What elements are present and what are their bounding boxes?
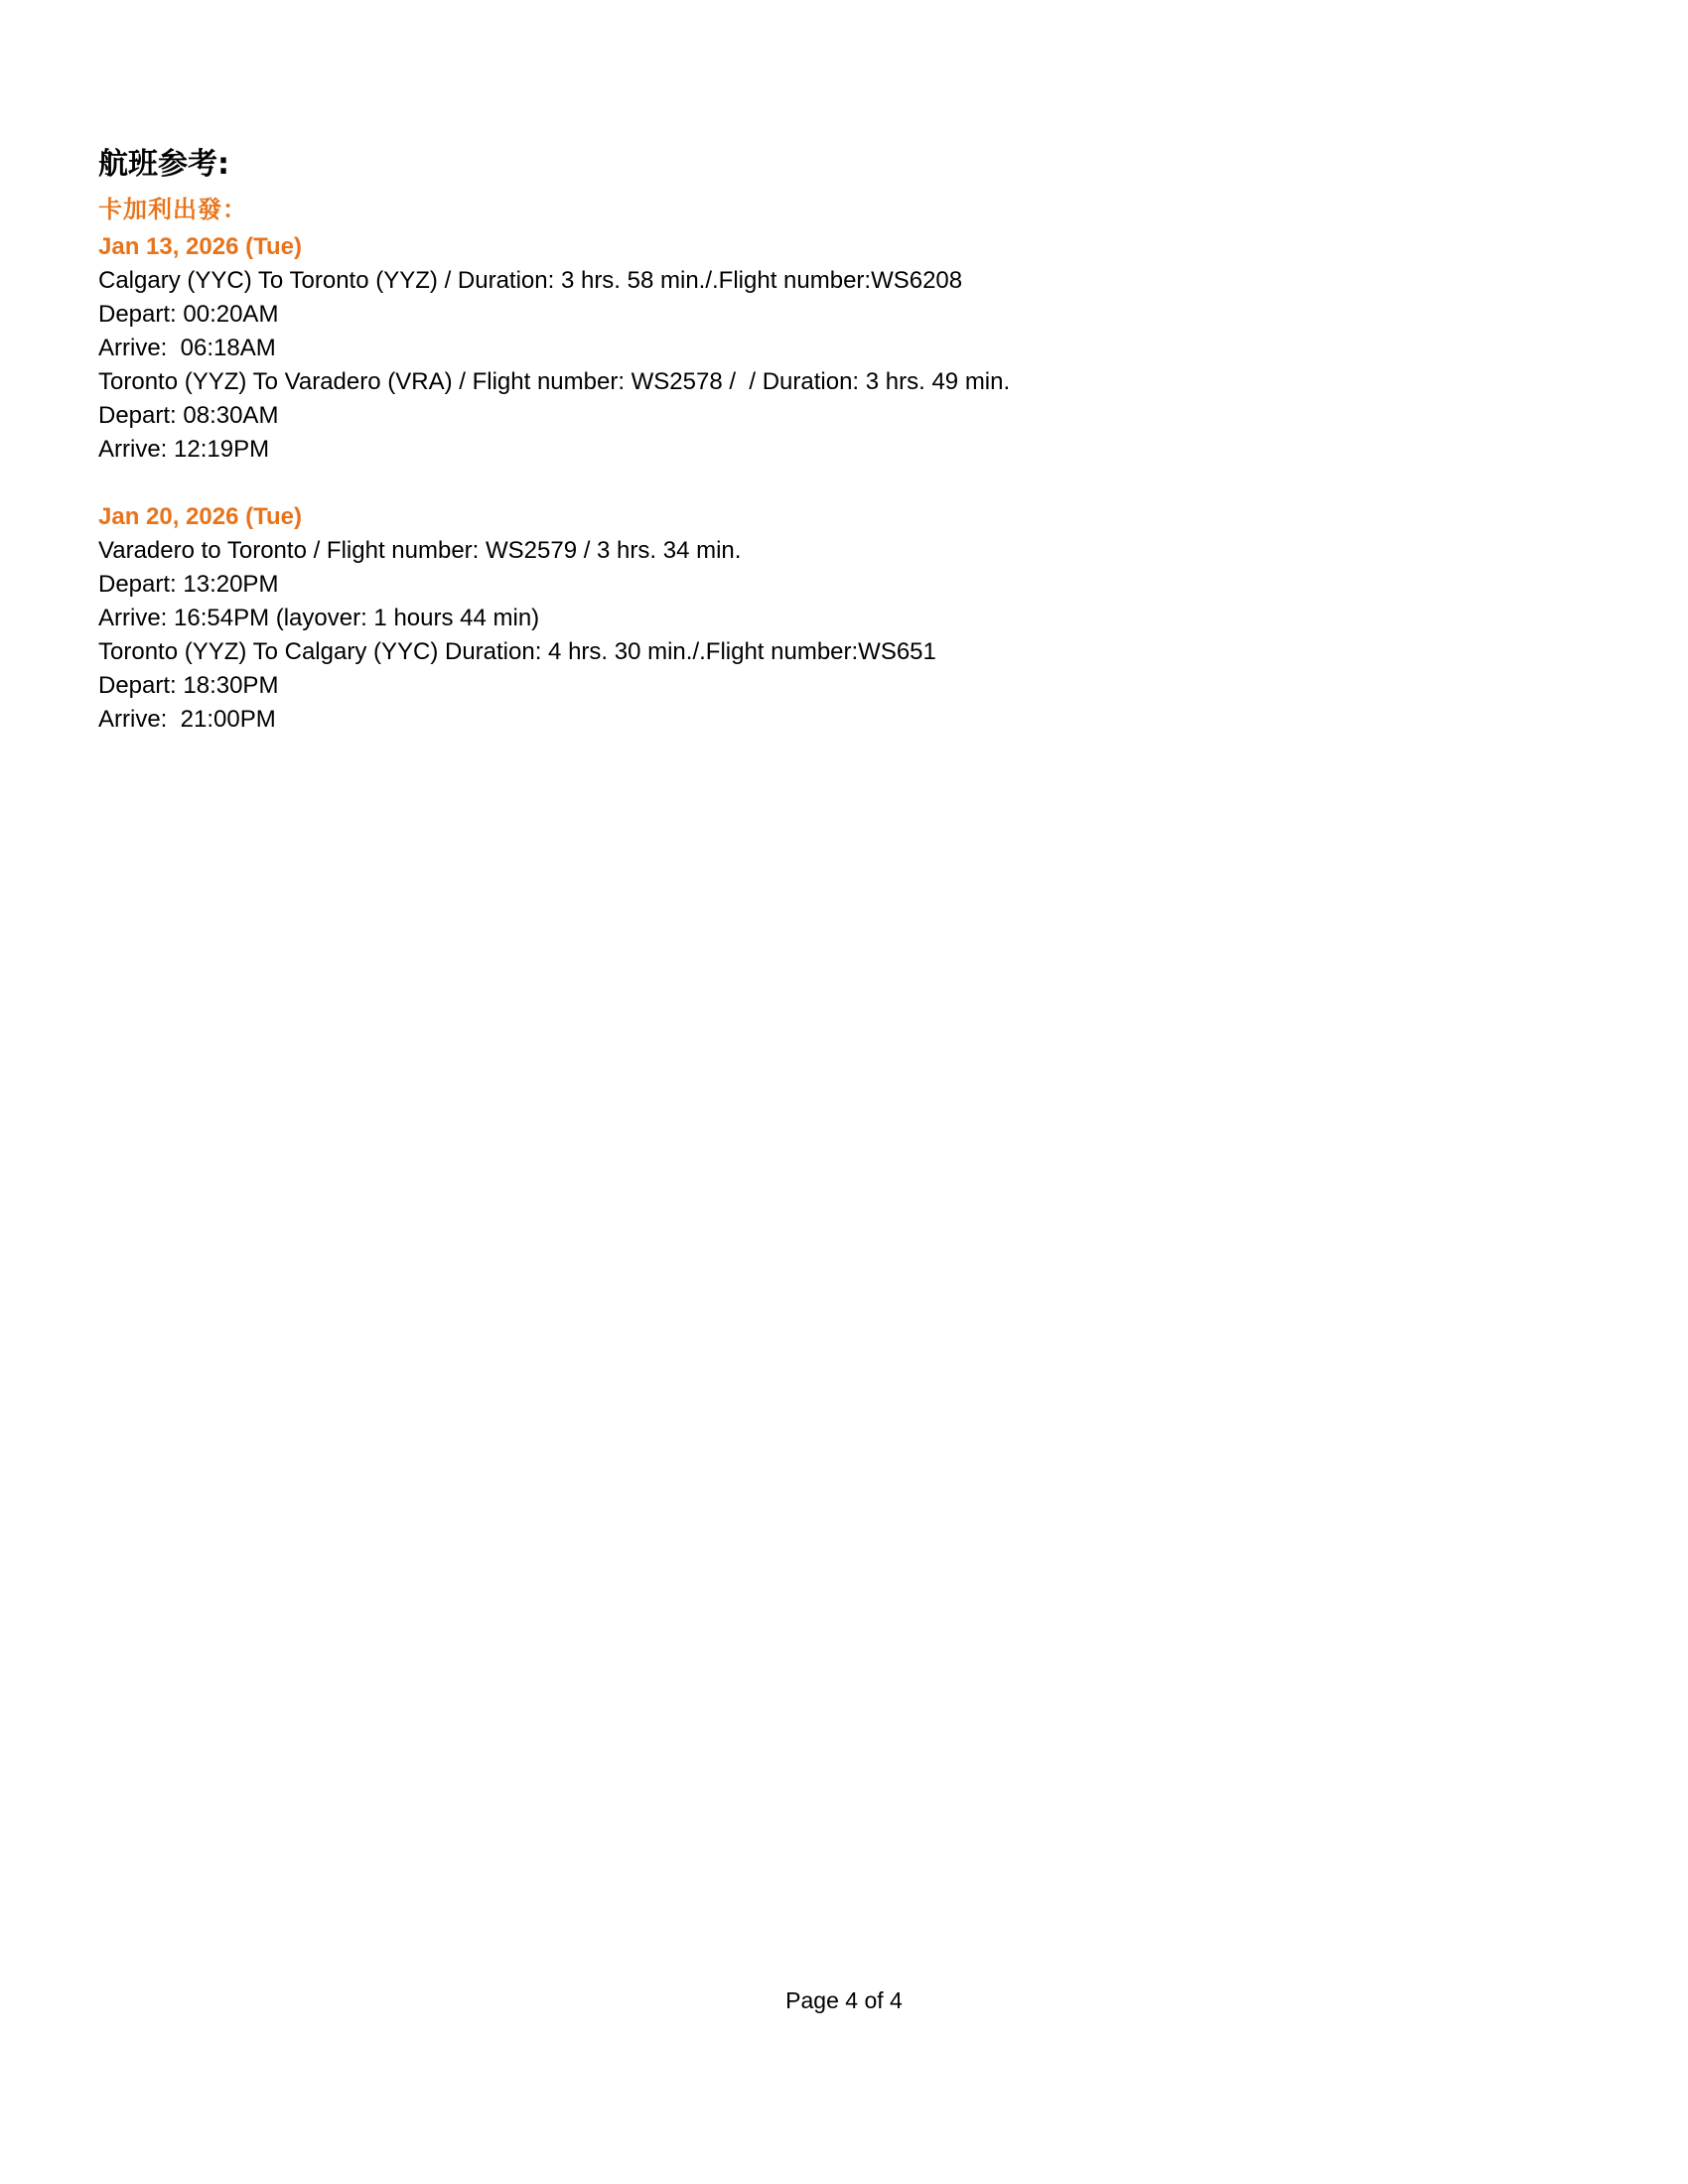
outbound-flight-section	[98, 230, 1488, 467]
return-leg1-depart: Depart: 13:20PM	[98, 571, 279, 598]
return-leg1-route: Varadero to Toronto / Flight number: WS2579 / 3 hrs. 34 min.	[98, 537, 742, 564]
return-leg2-route: Toronto (YYZ) To Calgary (YYC) Duration: 4 hrs. 30 min./.Flight number:WS651	[98, 638, 936, 665]
outbound-leg1-arrive: Arrive: 06:18AM	[98, 335, 276, 361]
return-leg2-depart: Depart: 18:30PM	[98, 672, 279, 699]
page-number-footer: Page 4 of 4	[785, 1987, 903, 2013]
departure-city-heading: 卡加利出發：	[98, 196, 247, 223]
outbound-leg1-depart: Depart: 00:20AM	[98, 301, 279, 328]
outbound-date-heading: Jan 13, 2026 (Tue)	[98, 233, 302, 260]
outbound-leg2-depart: Depart: 08:30AM	[98, 402, 279, 429]
return-flight-section	[98, 500, 1488, 737]
page-title: 航班参考:	[98, 147, 229, 182]
outbound-leg2-arrive: Arrive: 12:19PM	[98, 436, 270, 463]
return-leg1-arrive: Arrive: 16:54PM (layover: 1 hours 44 min)	[98, 605, 540, 631]
outbound-leg2-route: Toronto (YYZ) To Varadero (VRA) / Flight number: WS2578 / / Duration: 3 hrs. 49 min.	[98, 368, 1011, 395]
outbound-leg1-route: Calgary (YYC) To Toronto (YYZ) / Duration: 3 hrs. 58 min./.Flight number:WS6208	[98, 267, 963, 294]
return-leg2-arrive: Arrive: 21:00PM	[98, 706, 276, 733]
page-content	[98, 143, 1488, 737]
return-date-heading: Jan 20, 2026 (Tue)	[98, 503, 302, 530]
